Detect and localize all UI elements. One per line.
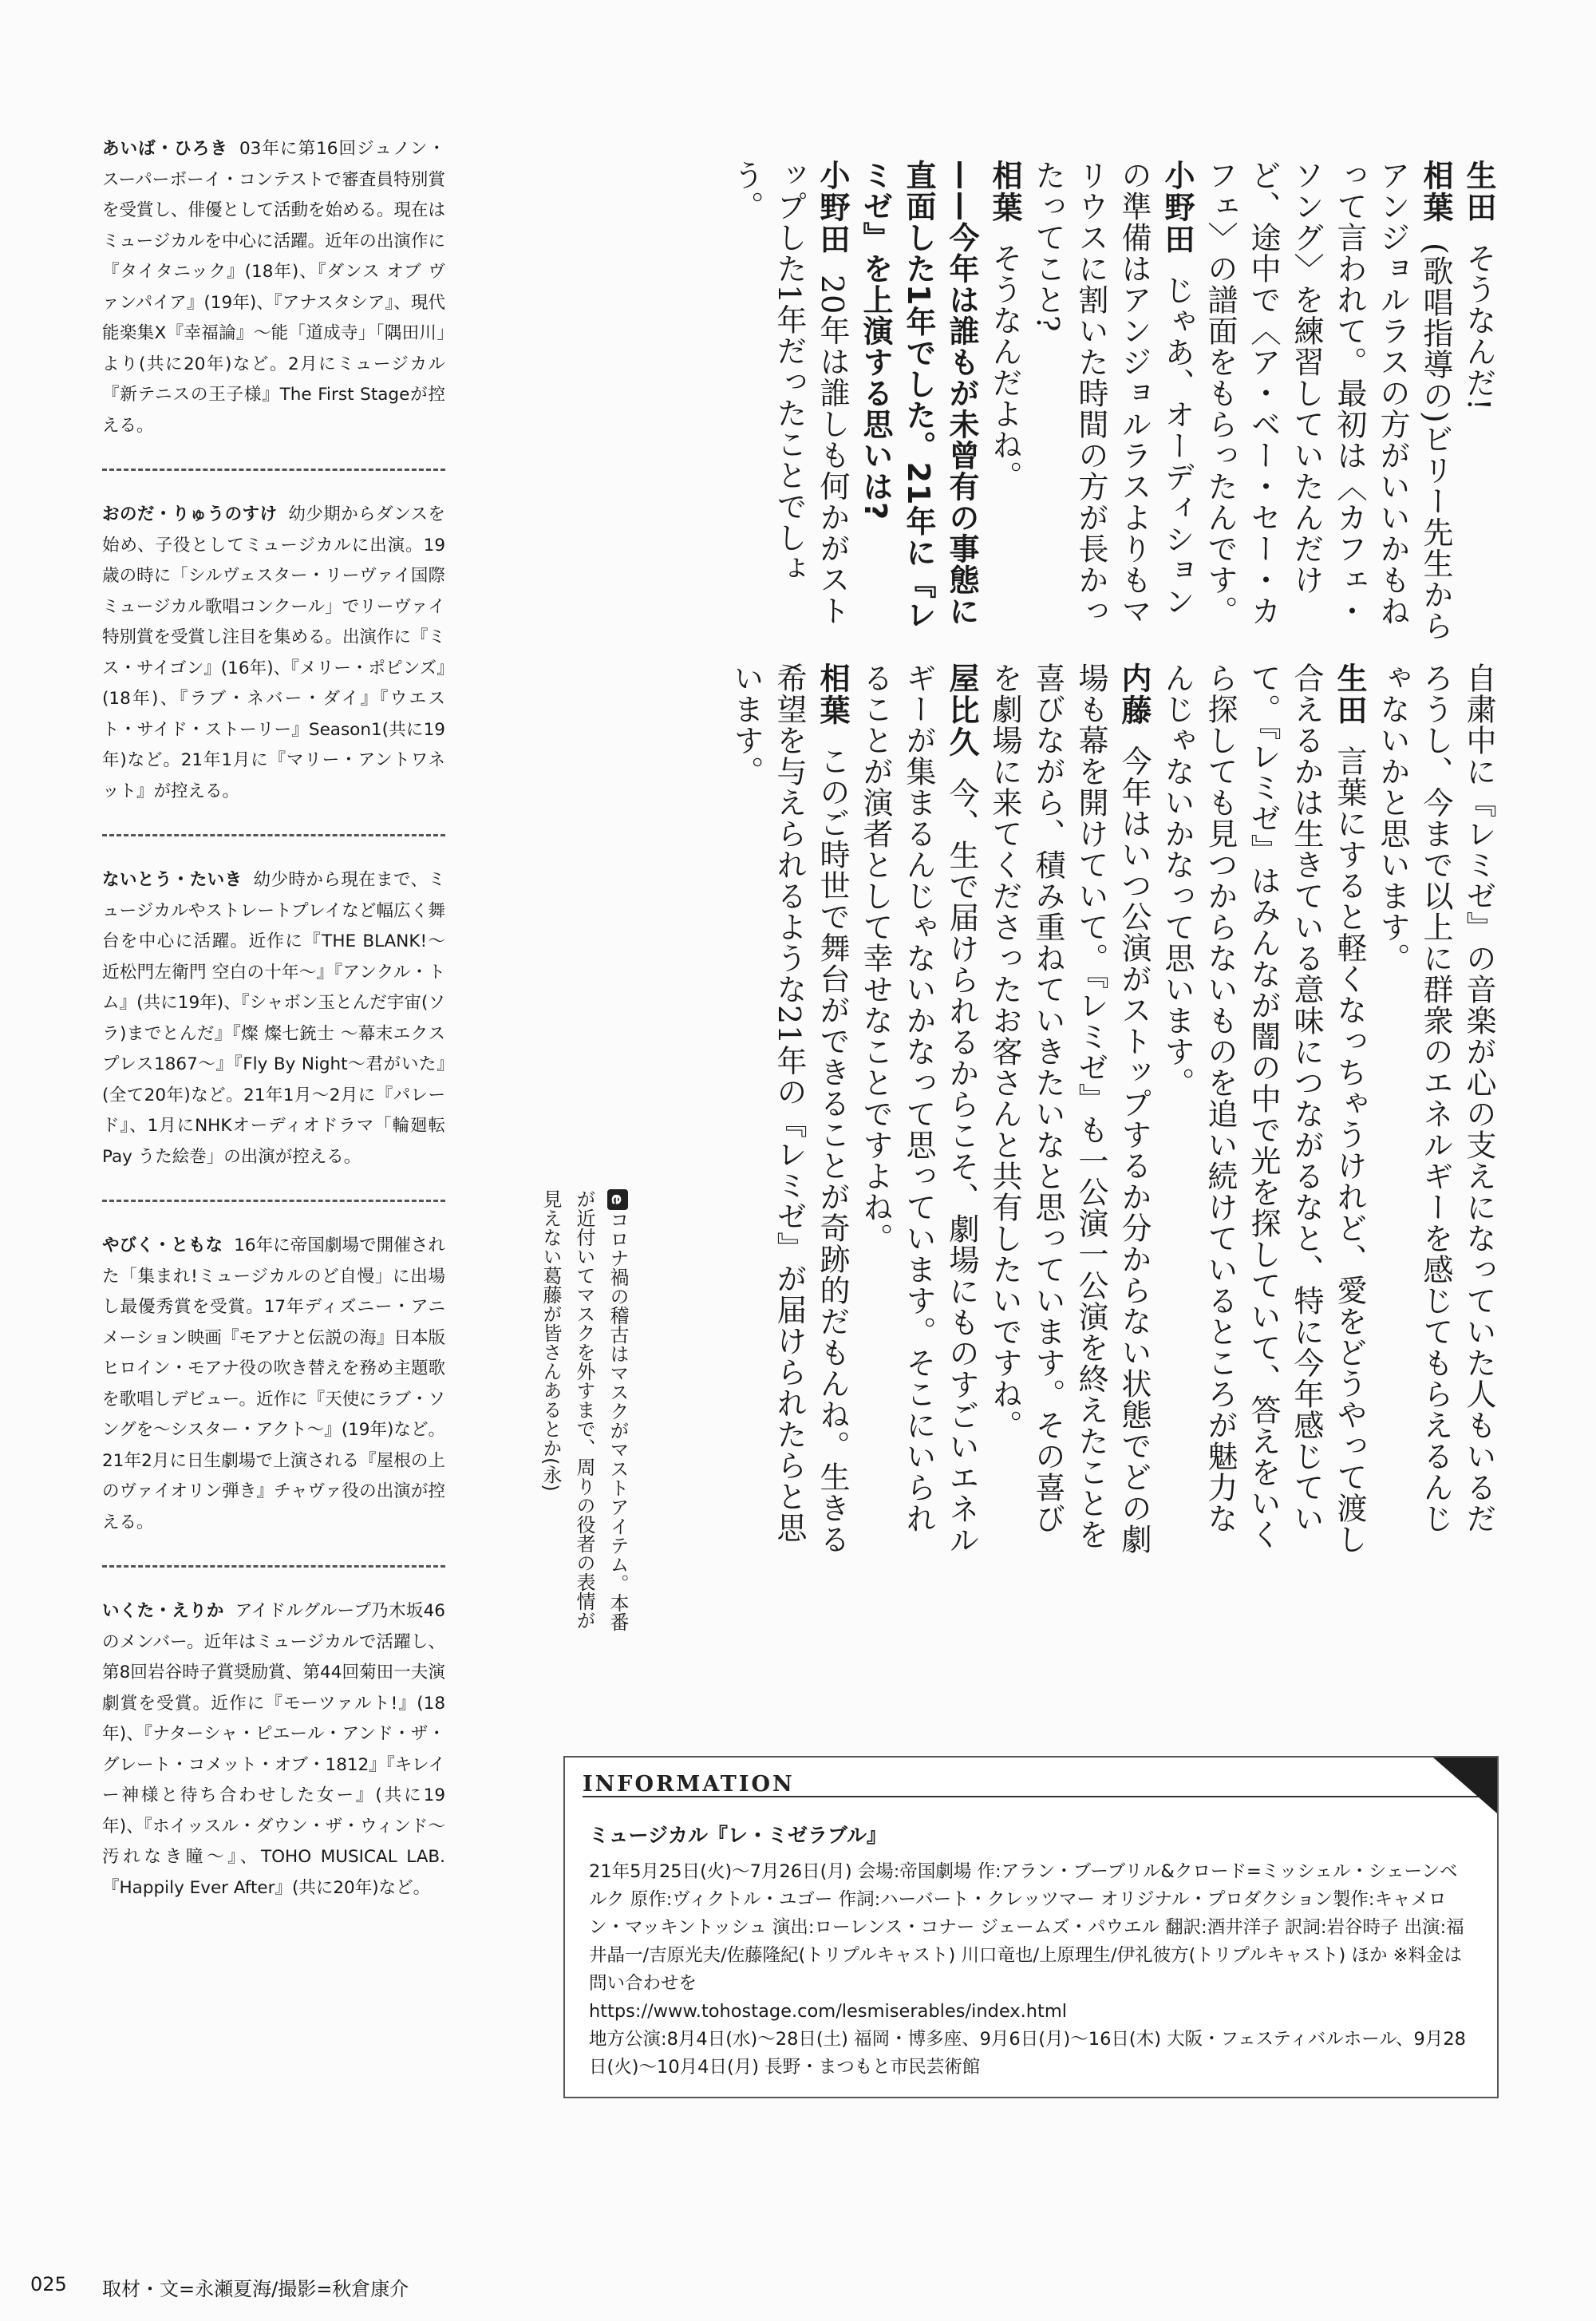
speaker-name: 生田 — [1461, 160, 1496, 223]
profile-name: やびく・ともな — [102, 1236, 223, 1255]
speaker-name: 生田 — [1332, 662, 1367, 726]
profile-name: あいば・ひろき — [102, 139, 228, 159]
note-icon: e — [607, 1189, 628, 1210]
speaker-name: 相葉 — [1418, 160, 1453, 223]
interview-line — [725, 160, 854, 646]
speech-text: このご時世で舞台ができることが奇跡的だもんね。生きる希望を与えられるような21年の『レミゼ』が届けられたらと思います。 — [729, 662, 850, 1555]
interview-line — [1026, 160, 1199, 646]
speaker-name: 小野田 — [815, 160, 850, 255]
speech-text: 言葉にすると軽くなっちゃうけれど、愛をどうやって渡し合えるかは生きている意味につながるなと、特に今年感じていて。『レミゼ』はみんなが闇の中で光を探していて、答えをいくら探しても見つからないものを追い続けているところが魅力なんじゃないかなって思います。 — [1159, 662, 1367, 1555]
profile-name: おのだ・りゅうのすけ — [102, 504, 278, 524]
profile-name: いくた・えりか — [102, 1601, 224, 1621]
speaker-name: 相葉 — [987, 160, 1022, 223]
interview-line — [1371, 662, 1500, 1564]
interview-line — [854, 662, 983, 1564]
speech-text: (歌唱指導の)ビリー先生からアンジョルラスの方がいいかもねって言われて。最初は〈カフェ・ソング〉を練習していたんだけど、途中で〈ア・ベー・セー・カフェ〉の譜面をもらったんです。 — [1203, 160, 1453, 642]
divider — [102, 1200, 445, 1202]
speech-text: 今年はいつ公演がストップするか分からない状態でどの劇場も幕を開けていて。『レミゼ』も一公演一公演を終えたことを喜びながら、積み重ねていきたいなと思っています。その喜びを劇場に来てくださったお客さんと共有したいですね。 — [987, 662, 1152, 1555]
divider — [102, 469, 445, 471]
information-text: 地方公演:8月4日(水)〜28日(土) 福岡・博多座、9月6日(月)〜16日(木) 大阪・フェスティバルホール、9月28日(火)〜10月4日(月) 長野・まつもと市民芸術館 — [589, 2029, 1466, 2078]
page-number: 025 — [30, 2273, 67, 2295]
profile-text: 幼少時から現在まで、ミュージカルやストレートプレイなど幅広く舞台を中心に活躍。近作に『THE BLANK!〜近松門左衛門 空白の十年〜』『アンクル・トム』(共に19年)、『シャボン玉とんだ宇宙(ソラ)までとんだ』『燦 燦七銃士 〜幕末エクスプレス1867〜』『Fly By Night〜君がいた』(全て20年)など。21年1月〜2月に『パレード』、1月にNHKオーディオドラマ「輪廻転 Pay うた絵巻」の出演が控える。 — [102, 870, 445, 1167]
profile-yabiku — [102, 1231, 445, 1538]
interview-line — [1457, 160, 1500, 646]
profile-aiba — [102, 134, 445, 441]
profile-column — [102, 134, 445, 1904]
interview-line — [983, 160, 1026, 646]
speaker-name: 内藤 — [1116, 662, 1152, 726]
editor-note — [539, 1189, 634, 1636]
speaker-name: 屋比久 — [944, 662, 979, 758]
corner-flag-icon — [1433, 1758, 1497, 1813]
interview-question — [854, 160, 983, 646]
information-body — [589, 1858, 1471, 2082]
interview-line — [1156, 662, 1371, 1564]
speaker-name: 相葉 — [815, 662, 850, 726]
interview-upper — [547, 160, 1500, 646]
interview-line — [725, 662, 854, 1564]
speech-text: 自粛中に『レミゼ』の音楽が心の支えになっていた人もいるだろうし、今まで以上に群衆のエネルギーを感じてもらえるんじゃないかと思います。 — [1375, 662, 1496, 1534]
interview-line — [1199, 160, 1457, 646]
speech-text: じゃあ、オーディションの準備はアンジョルラスよりもマリウスに割いた時間の方が長かったってこと? — [1030, 160, 1195, 627]
interview-lower — [547, 662, 1500, 1564]
note-text: コロナ禍の稽古はマスクがマストアイテム。本番が近付いてマスクを外すまで、周りの役者の表情が見えない葛藤が皆さんあるとか(永) — [539, 1189, 629, 1631]
speech-text: そうなんだ! — [1461, 243, 1496, 412]
speech-text: そうなんだよね。 — [987, 243, 1022, 492]
speech-text: 今、生で届けられるからこそ、劇場にものすごいエネルギーが集まるんじゃないかなって思っています。そこにいられることが演者として幸せなことですよね。 — [858, 662, 979, 1556]
profile-text: 16年に帝国劇場で開催された「集まれ!ミュージカルのど自慢」に出場し最優秀賞を受賞。17年ディズニー・アニメーション映画『モアナと伝説の海』日本版ヒロイン・モアナ役の吹き替えを務め主題歌を歌唱しデビュー。近作に『天使にラブ・ソングを〜シスター・アクト〜』(19年)など。21年2月に日生劇場で上演される『屋根の上のヴァイオリン弾き』チャヴァ役の出演が控える。 — [102, 1236, 445, 1532]
information-text: 21年5月25日(火)〜7月26日(月) 会場:帝国劇場 作:アラン・ブーブリル&クロード=ミッシェル・シェーンベルク 原作:ヴィクトル・ユゴー 作詞:ハーバート・クレッツマー オリジナル・プロダクション製作:キャメロン・マッキントッシュ 演出:ローレンス・コナー ジェームズ・パウエル 翻訳:酒井洋子 訳詞:岩谷時子 出演:福井晶一/吉原光夫/佐藤隆紀(トリプルキャスト) 川口竜也/上原理生/伊礼彼方(トリプルキャスト) ほか ※料金は問い合わせを — [589, 1861, 1464, 1994]
divider — [102, 834, 445, 836]
information-box — [563, 1756, 1499, 2098]
profile-ikuta — [102, 1596, 445, 1904]
information-title: ミュージカル『レ・ミゼラブル』 — [589, 1824, 887, 1847]
profile-onoda — [102, 500, 445, 807]
question-text: ——今年は誰もが未曾有の事態に直面した1年でした。21年に『レミゼ』を上演する思いは? — [858, 160, 979, 631]
information-link[interactable]: https://www.tohostage.com/lesmiserables/index.html — [589, 2001, 1068, 2022]
speech-text: 20年は誰しも何かがストップした1年だったことでしょう。 — [729, 160, 850, 627]
credits: 取材・文=永瀬夏海/撮影=秋倉康介 — [102, 2278, 409, 2300]
speaker-name: 小野田 — [1159, 160, 1195, 255]
information-label: INFORMATION — [583, 1772, 795, 1797]
profile-name: ないとう・たいき — [102, 870, 243, 890]
profile-naito — [102, 865, 445, 1172]
profile-text: 幼少期からダンスを始め、子役としてミュージカルに出演。19歳の時に「シルヴェスター・リーヴァイ国際ミュージカル歌唱コンクール」でリーヴァイ特別賞を受賞し注目を集める。出演作に『ミス・サイゴン』(16年)、『メリー・ポピンズ』(18年)、『ラブ・ネバー・ダイ』『ウエスト・サイド・ストーリー』Season1(共に19年)など。21年1月に『マリー・アントワネット』が控える。 — [102, 504, 446, 801]
profile-text: 03年に第16回ジュノン・スーパーボーイ・コンテストで審査員特別賞を受賞し、俳優として活動を始める。現在はミュージカルを中心に活躍。近年の出演作に『タイタニック』(18年)、『ダンス オブ ヴァンパイア』(19年)、『アナスタシア』、現代能楽集Ⅹ『幸福論』〜能「道成寺」「隅田川」より(共に20年)など。2月にミュージカル『新テニスの王子様』The First Stageが控える。 — [102, 139, 446, 436]
profile-text: アイドルグループ乃木坂46のメンバー。近年はミュージカルで活躍し、第8回岩谷時子賞奨励賞、第44回菊田一夫演劇賞を受賞。近作に『モーツァルト!』(18年)、『ナターシャ・ピエール・アンド・ザ・グレート・コメット・オブ・1812』『キレイー神様と待ち合わせした女ー』(共に19年)、『ホイッスル・ダウン・ザ・ウィンド〜汚れなき瞳〜』、TOHO MUSICAL LAB.『Happily Ever After』(共に20年)など。 — [102, 1601, 445, 1898]
divider — [102, 1565, 445, 1568]
interview-line — [983, 662, 1156, 1564]
